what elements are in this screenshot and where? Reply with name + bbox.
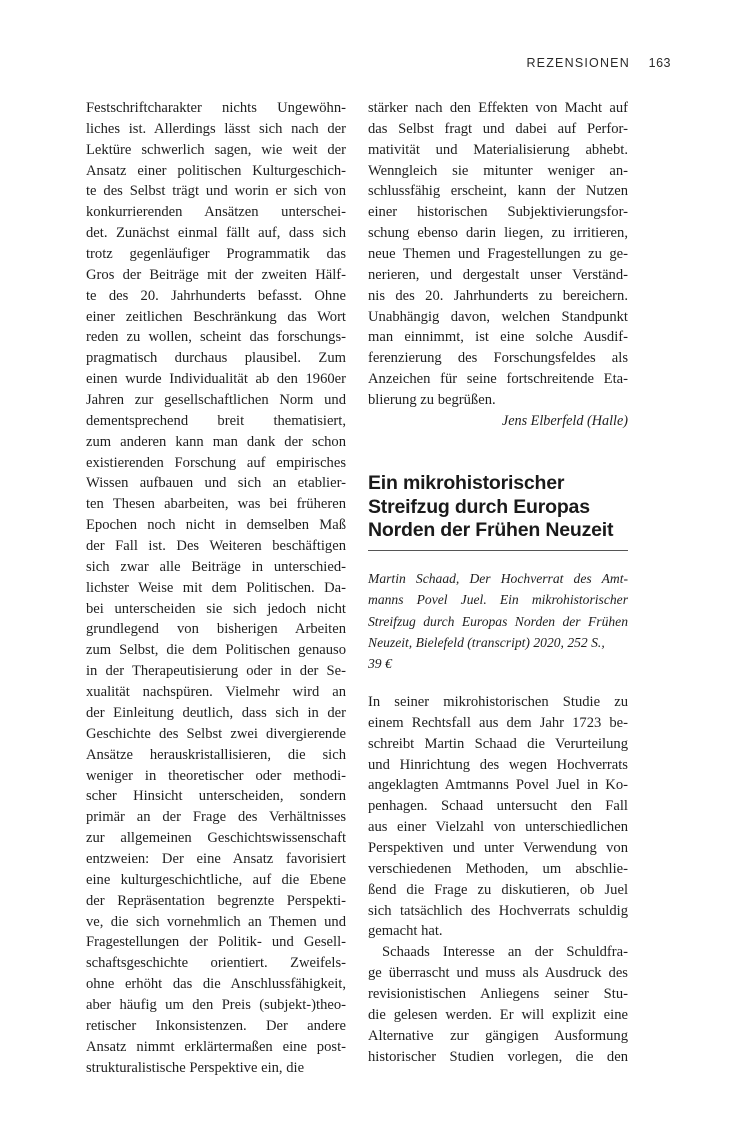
text-line: entzweien: Der eine Ansatz favorisiert [86,850,346,867]
text-line: Neuzeit, Bielefeld (transcript) 2020, 252 S., [368,634,605,650]
text-line: penhagen. Schaad untersucht den Fall [368,798,628,815]
text-line: bei unterscheiden sie sich jedoch nicht [86,600,346,617]
text-line: der Fall ist. Des Weiteren beschäftigen [86,538,346,555]
text-line: eine kulturgeschichtliche, auf die Ebene [86,871,346,888]
text-line: einen wurde Individualität ab den 1960er [86,371,346,388]
text-line: ohne erhöht das die Anschlussfähigkeit, [86,976,346,993]
text-line: blierung zu begrüßen. [368,392,496,409]
text-line: Jahren zur gesellschaftlichen Norm und [86,392,346,409]
right-column-top [368,98,628,432]
left-column [86,98,346,1078]
text-line: stärker nach den Effekten von Macht auf [368,100,628,116]
text-line: und Hinrichtung des wegen Hochverrats [368,756,628,773]
text-line: Lektüre schwerlich sagen, wie weit der [86,141,346,158]
text-line: Ansatz nimmt erklärtermaßen eine post- [86,1038,346,1055]
text-line: Wissen aufbauen und sich an etablier- [86,475,346,492]
text-line: aber häufig um den Preis (subjekt-)theo- [86,996,346,1013]
text-line: nis des 20. Jahrhunderts zu bereichern. [368,287,628,304]
text-line: scher Hinsicht unterscheiden, sondern [86,788,346,805]
text-line: in der Therapeutisierung oder in der Se- [86,663,346,680]
text-line: schaftsgeschichte orientiert. Zweifels- [86,955,346,972]
text-line: gemacht hat. [368,923,443,940]
text-line: Perspektiven und unter Verwendung von [368,840,628,857]
heading-divider [368,550,628,551]
text-line: In seiner mikrohistorischen Studie zu [368,694,628,710]
text-line: det. Zunächst einmal fällt auf, dass sich [86,225,346,242]
review-body [368,692,628,1067]
text-line: Ansatz einer politischen Kulturgeschich- [86,162,346,179]
section-title-line: Norden der Frühen Neuzeit [368,519,614,541]
text-line: te des 20. Jahrhunderts befasst. Ohne [86,287,346,304]
text-line: aus einer Vielzahl von unterschiedlichen [368,819,628,836]
text-line: Wenngleich sie mitunter weniger an- [368,162,628,179]
text-line: man einnimmt, ist eine solche Ausdif- [368,329,628,346]
page-number: 163 [648,56,671,70]
text-line: Geschichte des Selbst zwei divergierende [86,725,346,742]
text-line: manns Povel Juel. Ein mikrohistorischer [368,592,628,608]
text-line: verschiedenen Methoden, um abschlie- [368,860,628,877]
text-line: zur allgemeinen Geschichtswissenschaft [86,830,346,847]
text-line: der Einleitung deutlich, dass sich in der [86,704,346,721]
text-line: das Selbst fragt und dabei auf Perfor- [368,120,628,137]
text-line: neue Themen und Fragestellungen zu ge- [368,246,628,263]
text-line: ßend die Frage zu diskutieren, ob Juel [368,881,628,898]
text-line: schreibt Martin Schaad die Verurteilung [368,735,628,752]
text-line: Schaads Interesse an der Schuldfra- [382,944,628,961]
text-line: Festschriftcharakter nichts Ungewöhn- [86,100,346,116]
running-header [0,56,671,70]
text-line: zum anderen kann man dank der schon [86,433,346,450]
text-line: Anzeichen für seine fortschreitende Eta- [368,371,628,388]
text-line: strukturalistische Perspektive ein, die [86,1059,305,1076]
text-line: xualität nachspüren. Vielmehr wird an [86,684,346,701]
text-line: der Repräsentation begrenzte Perspekti- [86,892,346,909]
text-line: nerieren, und dergestalt unser Verständ- [368,266,628,283]
text-line: grundlegend von bisherigen Arbeiten [86,621,346,638]
text-line: historischer Studien vorlegen, die den [368,1048,628,1065]
text-line: primär an der Frage des Verhältnisses [86,809,346,826]
text-line: die gelesen werden. Er will explizit eine [368,1006,628,1023]
text-line: Martin Schaad, Der Hochverrat des Amt- [368,571,628,586]
text-line: Epochen noch nicht in demselben Maß [86,517,346,534]
text-line: einer historischen Subjektivierungsfor- [368,204,628,221]
text-line: einem Rechtsfall aus dem Jahr 1723 be- [368,714,628,731]
text-line: 39 € [368,656,392,672]
text-line: Gros der Beiträge mit der zweiten Hälf- [86,266,346,283]
text-line: pragmatisch durchaus plausibel. Zum [86,350,346,367]
text-line: reden zu wollen, scheint das forschungs- [86,329,346,346]
text-line: Streifzug durch Europas Norden der Frühen [368,613,628,629]
text-line: trotz gegenläufiger Programmatik das [86,246,346,263]
section-heading [368,472,628,543]
text-line: sich zwar alle Beiträge in unterschied- [86,558,346,575]
text-line: Ansätze herauskristallisieren, die sich [86,746,346,763]
header-section-label: REZENSIONEN [526,56,630,70]
text-line: schlussfähig erscheint, kann der Nutzen [368,183,628,200]
text-line: sich tatsächlich des Hochverrats schuldig [368,902,628,919]
text-line: lichster Weise mit dem Politischen. Da- [86,579,346,596]
text-line: te des Selbst trägt und worin er sich von [86,183,346,200]
section-title-line: Ein mikrohistorischer [368,472,565,494]
text-line: existierenden Forschung auf empirisches [86,454,346,471]
text-line: schung ebenso darin liegen, zu irritieren, [368,225,628,242]
text-line: mativität und Materialisierung abhebt. [368,141,628,158]
text-line: angeklagten Amtmanns Povel Juel in Ko- [368,777,628,794]
text-line: dementsprechend breit thematisiert, [86,412,346,429]
text-line: Unabhängig davon, welchen Standpunkt [368,308,628,325]
text-line: einer zeitlichen Beschränkung das Wort [86,308,346,325]
text-line: ge überrascht und muss als Ausdruck des [368,965,628,982]
text-line: konkurrierenden Ansätzen unterschei- [86,204,346,221]
text-line: weniger in theoretischer oder methodi- [86,767,346,784]
text-line: revisionistischen Anliegens seiner Stu- [368,986,628,1003]
text-line: Alternative zur gängigen Ausformung [368,1027,628,1044]
text-line: ten Thesen abarbeiten, was bei früheren [86,496,346,513]
text-line: liches ist. Allerdings lässt sich nach der [86,120,346,137]
text-line: ferenzierung des Forschungsfeldes als [368,350,628,367]
bibliographic-reference [368,568,628,674]
author-signature: Jens Elberfeld (Halle) [501,412,628,429]
text-line: zum Selbst, die dem Politischen genauso [86,642,346,659]
section-title-line: Streifzug durch Europas [368,495,590,518]
text-line: ve, die sich vornehmlich an Themen und [86,913,346,930]
text-line: Fragestellungen der Politik- und Gesell- [86,934,346,951]
text-line: retischer Inkonsistenzen. Der andere [86,1017,346,1034]
